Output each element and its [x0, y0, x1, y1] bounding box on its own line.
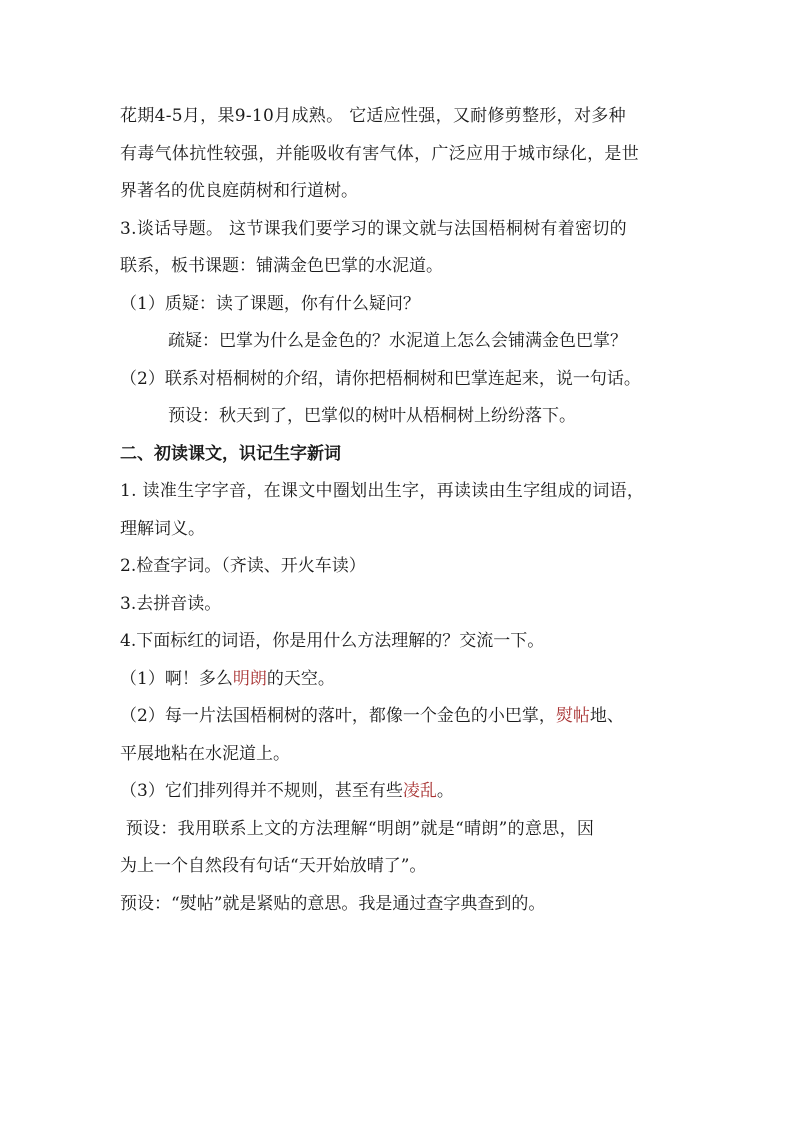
highlight-word-minglang: 明朗	[232, 668, 267, 689]
example-1-after: 的天空。	[266, 668, 335, 689]
example-1	[120, 661, 676, 699]
paragraph-line-1: 花期4-5月，果9-10月成熟。 它适应性强，又耐修剪整形，对多种	[120, 106, 626, 126]
paragraph-line-2: 有毒气体抗性较强，并能吸收有害气体，广泛应用于城市绿化，是世	[120, 143, 639, 164]
step-3-line-1: 3.谈话导题。 这节课我们要学习的课文就与法国梧桐树有着密切的	[120, 218, 627, 239]
example-3-before: （3）它们排列得并不规则，甚至有些	[120, 781, 403, 801]
step-2: 2.检查字词。（齐读、开火车读）	[120, 556, 366, 576]
step-4: 4.下面标红的词语，你是用什么方法理解的？交流一下。	[120, 631, 545, 651]
answer-1: 疏疑：巴掌为什么是金色的？水泥道上怎么会铺满金色巴掌？	[168, 331, 627, 351]
highlight-word-yuntie: 熨帖	[555, 706, 590, 726]
step-3-line-2: 联系，板书课题：铺满金色巴掌的水泥道。	[120, 256, 443, 276]
example-2-before: （2）每一片法国梧桐树的落叶，都像一个金色的小巴掌，	[120, 706, 556, 726]
question-2: （2）联系对梧桐树的介绍，请你把梧桐树和巴掌连起来，说一句话。	[120, 368, 641, 389]
preset-2: 预设：“熨帖”就是紧贴的意思。我是通过查字典查到的。	[120, 893, 546, 914]
question-1: （1）质疑：读了课题，你有什么疑问？	[120, 293, 420, 314]
step-3: 3.去拼音读。	[120, 593, 222, 614]
preset-1-line-1: 预设：我用联系上文的方法理解“明朗”就是“晴朗”的意思，因	[120, 818, 595, 839]
step-1-line-1: 1. 读准生字字音，在课文中圈划出生字，再读读由生字组成的词语，	[120, 481, 645, 501]
preset-answer-2: 预设：秋天到了，巴掌似的树叶从梧桐树上纷纷落下。	[168, 406, 576, 426]
preset-1-line-2: 为上一个自然段有句话“天开始放晴了”。	[120, 856, 427, 876]
example-2	[120, 698, 676, 736]
example-3	[120, 773, 676, 811]
highlight-word-lingluan: 凌乱	[402, 781, 437, 801]
paragraph-line-3: 界著名的优良庭荫树和行道树。	[120, 181, 358, 201]
example-2-continued: 平展地粘在水泥道上。	[120, 743, 290, 764]
example-2-after: 地、	[589, 706, 624, 726]
step-1-line-2: 理解词义。	[120, 518, 205, 539]
example-3-after: 。	[436, 781, 454, 801]
section-heading-2: 二、初读课文，识记生字新词	[120, 443, 341, 464]
example-1-before: （1）啊！多么	[120, 668, 233, 689]
document-page	[120, 98, 676, 923]
